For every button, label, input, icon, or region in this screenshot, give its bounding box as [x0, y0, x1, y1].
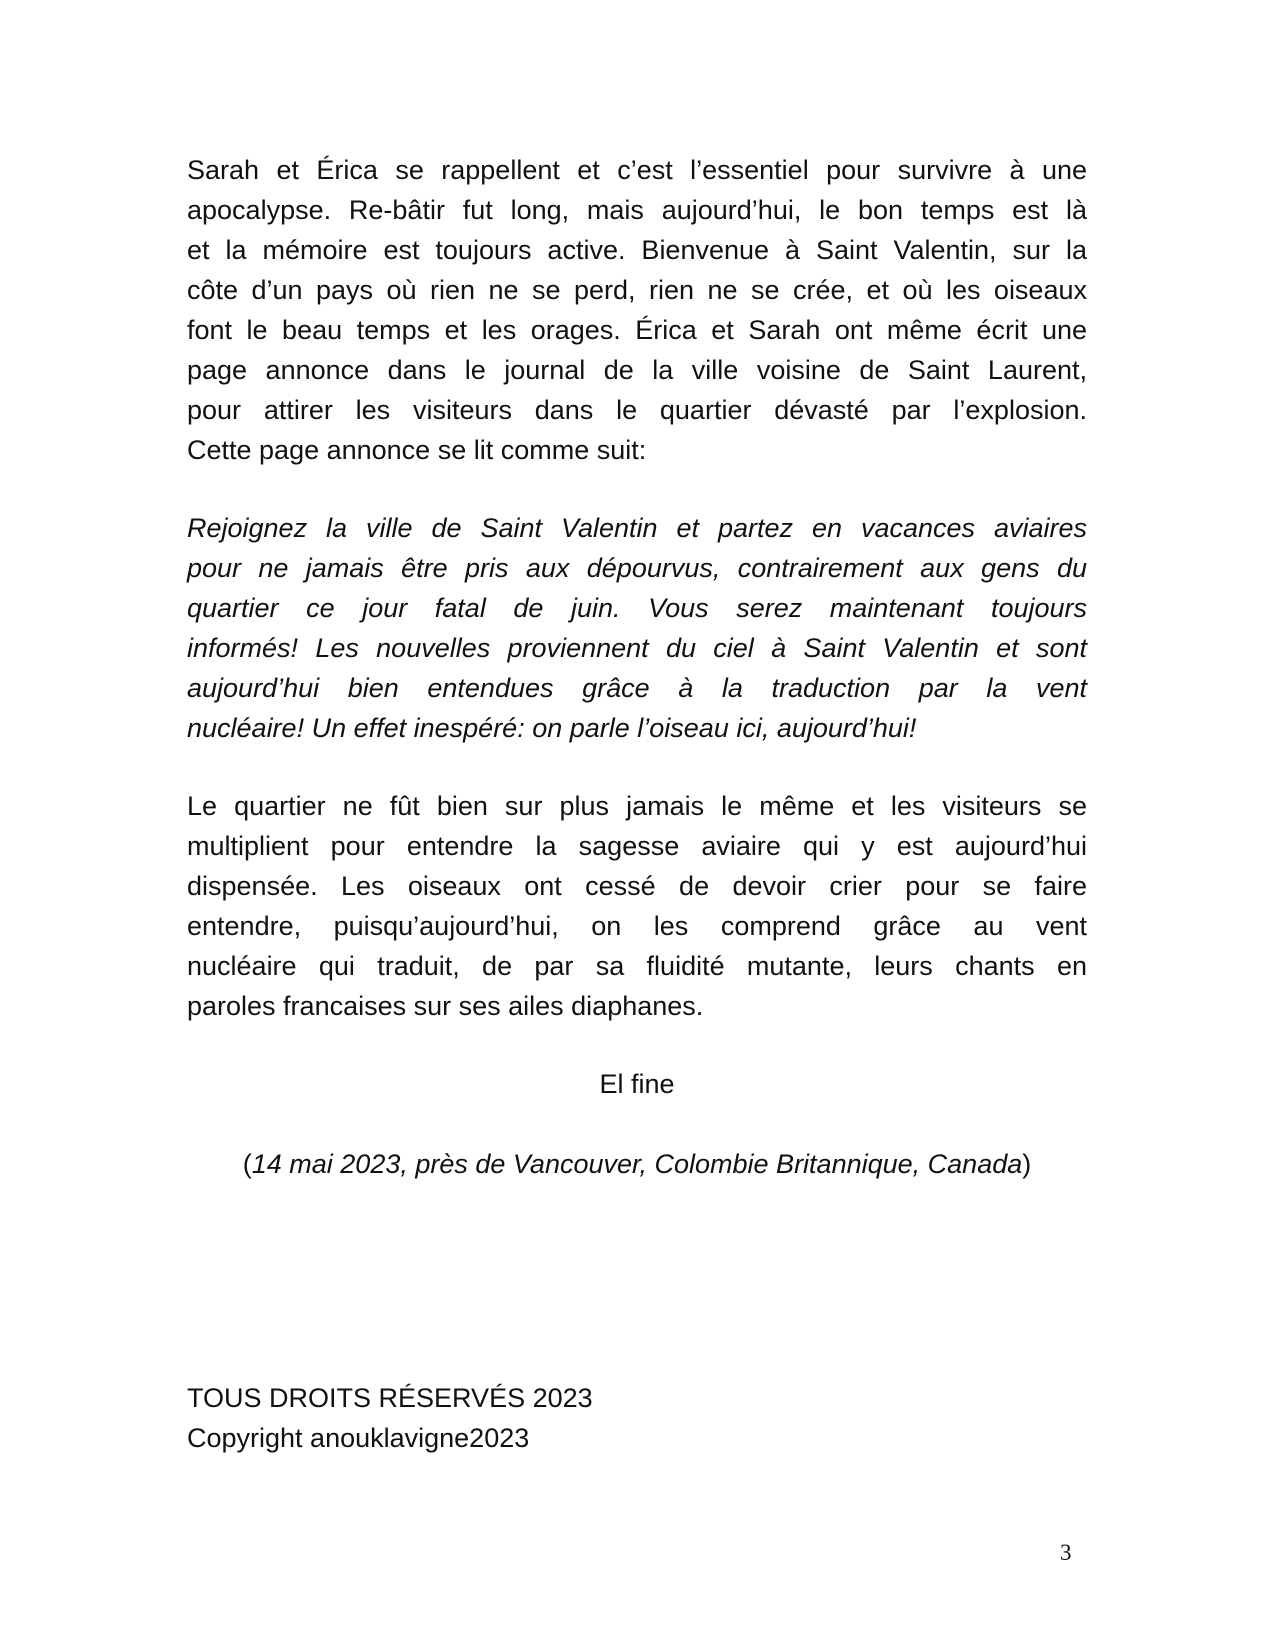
place-date-line: [187, 1144, 1087, 1184]
text-line: entendre, puisqu’aujourd’hui, on les comprend grâce au vent: [187, 911, 1087, 941]
ending-text: El fine: [599, 1069, 675, 1099]
text-line: informés! Les nouvelles proviennent du ciel à Saint Valentin et sont: [187, 633, 1087, 663]
text-line: pour attirer les visiteurs dans le quartier dévasté par l’explosion.: [187, 395, 1087, 425]
text-line: Cette page annonce se lit comme suit:: [187, 435, 647, 465]
paragraph-advertisement: [187, 508, 1087, 748]
page-number: 3: [1060, 1540, 1072, 1565]
text-line: nucléaire qui traduit, de par sa fluidité mutante, leurs chants en: [187, 951, 1087, 981]
text-line: paroles francaises sur ses ailes diaphanes.: [187, 991, 704, 1021]
copyright-notice: Copyright anouklavigne2023: [187, 1423, 530, 1453]
rights-notice: TOUS DROITS RÉSERVÉS 2023: [187, 1383, 593, 1413]
text-line: côte d’un pays où rien ne se perd, rien ne se crée, et où les oiseaux: [187, 275, 1087, 305]
open-paren: (: [242, 1149, 252, 1179]
text-line: Rejoignez la ville de Saint Valentin et partez en vacances aviaires: [187, 513, 1087, 543]
place-date-text: 14 mai 2023, près de Vancouver, Colombie Britannique, Canada: [251, 1149, 1023, 1179]
text-line: page annonce dans le journal de la ville voisine de Saint Laurent,: [187, 355, 1087, 385]
text-line: nucléaire! Un effet inespéré: on parle l’oiseau ici, aujourd’hui!: [187, 713, 917, 743]
text-line: apocalypse. Re-bâtir fut long, mais aujourd’hui, le bon temps est là: [187, 195, 1087, 225]
text-line: et la mémoire est toujours active. Bienvenue à Saint Valentin, sur la: [187, 235, 1087, 265]
text-line: multiplient pour entendre la sagesse aviaire qui y est aujourd’hui: [187, 831, 1087, 861]
text-line: Sarah et Érica se rappellent et c’est l’essentiel pour survivre à une: [187, 155, 1087, 185]
text-line: dispensée. Les oiseaux ont cessé de devoir crier pour se faire: [187, 871, 1087, 901]
close-paren: ): [1022, 1149, 1032, 1179]
text-line: aujourd’hui bien entendues grâce à la traduction par la vent: [187, 673, 1087, 703]
paragraph-intro: [187, 150, 1087, 470]
text-line: Le quartier ne fût bien sur plus jamais le même et les visiteurs se: [187, 791, 1087, 821]
text-line: pour ne jamais être pris aux dépourvus, contrairement aux gens du: [187, 553, 1087, 583]
text-line: quartier ce jour fatal de juin. Vous serez maintenant toujours: [187, 593, 1087, 623]
paragraph-conclusion: [187, 786, 1087, 1026]
text-line: font le beau temps et les orages. Érica et Sarah ont même écrit une: [187, 315, 1087, 345]
